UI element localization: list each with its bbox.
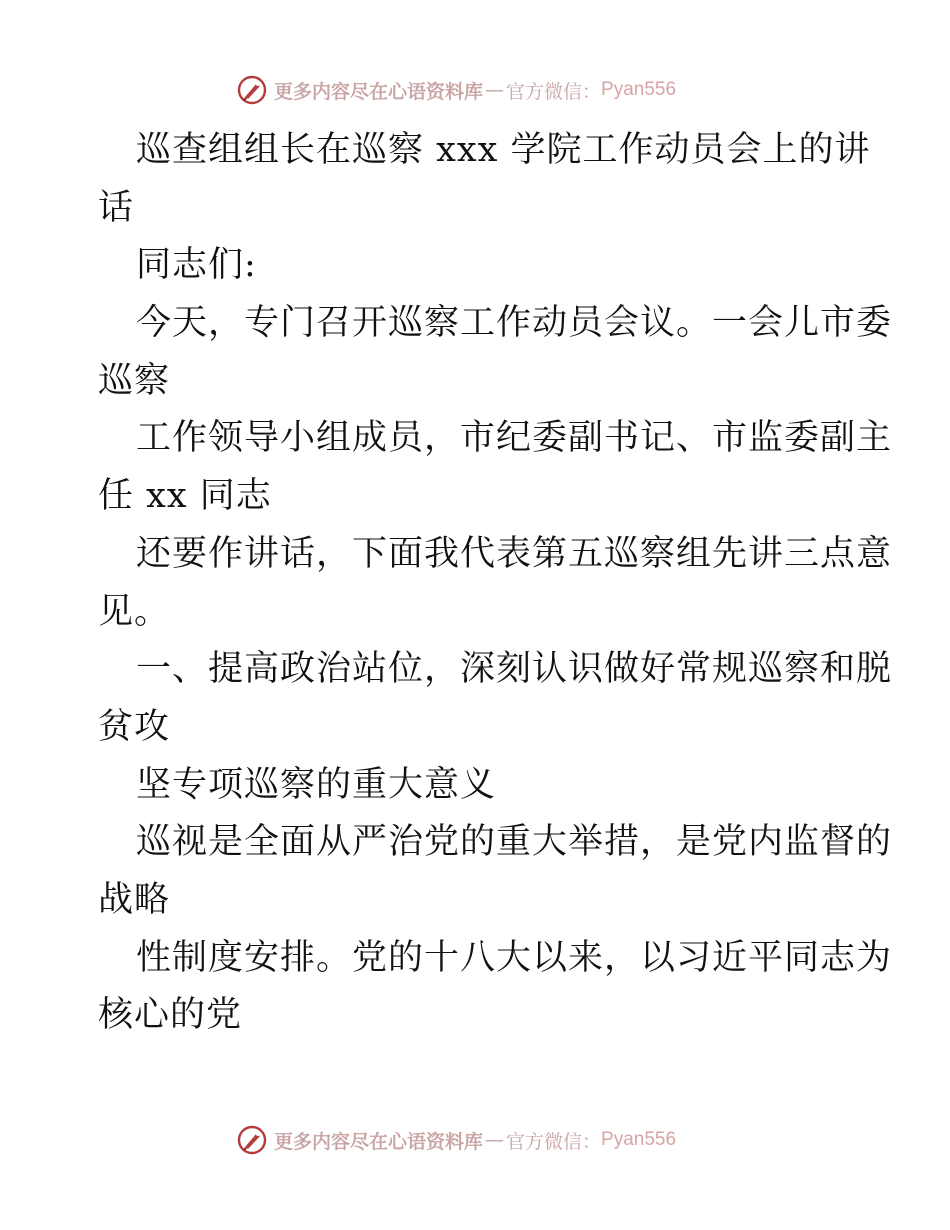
- doc-line: 工作领导小组成员，市纪委副书记、市监委副主: [136, 418, 893, 459]
- doc-line: 见。: [98, 591, 171, 632]
- doc-line: 巡查组组长在巡察 xxx 学院工作动员会上的讲: [136, 130, 871, 170]
- doc-line: 今天，专门召开巡察工作动员会议。一会儿市委: [136, 303, 893, 344]
- footer-banner: [236, 1123, 676, 1157]
- wechat-id: Pyan556: [601, 79, 677, 100]
- doc-line: 贫攻: [98, 706, 171, 747]
- banner-separator: —: [485, 79, 505, 101]
- doc-line: 性制度安排。党的十八大以来，以习近平同志为: [136, 937, 893, 978]
- wechat-id: Pyan556: [601, 1129, 677, 1150]
- banner-title: 更多内容尽在心语资料库: [274, 1130, 484, 1153]
- doc-line: 话: [98, 187, 135, 228]
- quill-pen-logo-icon: [236, 1124, 268, 1156]
- document-body: [98, 122, 893, 1045]
- wechat-label: 官方微信：: [506, 1130, 602, 1153]
- header-banner: [236, 73, 676, 107]
- doc-line: 还要作讲话，下面我代表第五巡察组先讲三点意: [136, 533, 893, 574]
- doc-line: 战略: [98, 879, 171, 920]
- doc-line: 一、提高政治站位，深刻认识做好常规巡察和脱: [136, 649, 893, 690]
- doc-line: 坚专项巡察的重大意义: [136, 764, 497, 805]
- doc-line: 同志们:: [136, 245, 257, 286]
- doc-line: 巡察: [98, 360, 171, 401]
- doc-line: 巡视是全面从严治党的重大举措，是党内监督的: [136, 822, 893, 863]
- doc-line: 任 xx 同志: [98, 476, 272, 517]
- wechat-label: 官方微信：: [506, 80, 602, 103]
- doc-line: 核心的党: [98, 995, 243, 1036]
- banner-title: 更多内容尽在心语资料库: [274, 80, 484, 103]
- quill-pen-logo-icon: [236, 74, 268, 106]
- banner-separator: —: [485, 1129, 505, 1151]
